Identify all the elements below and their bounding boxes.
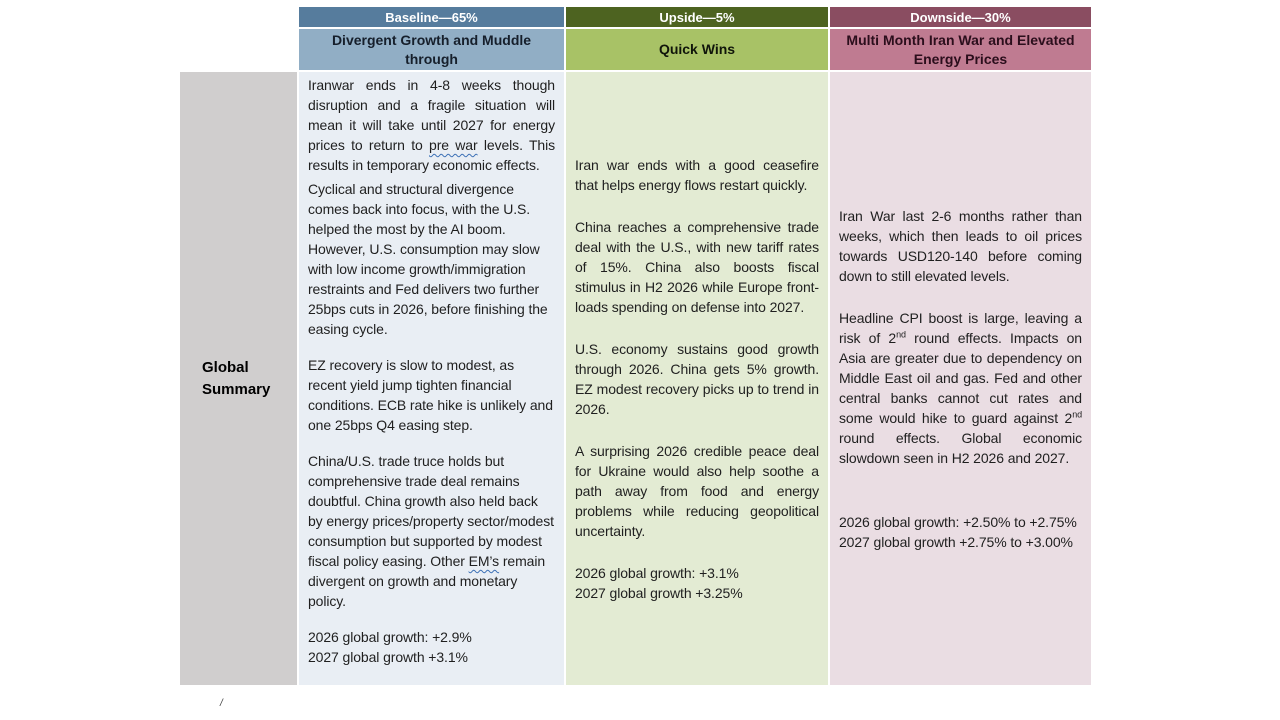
body-paragraph <box>308 451 555 611</box>
paragraph-text: 2026 global growth: +2.50% to +2.75% <box>839 513 1077 530</box>
body-paragraph <box>308 179 555 339</box>
stray-mark: / <box>220 698 223 709</box>
paragraph-text: Cyclical and structural divergence comes back into focus, with the U.S. helped the most by the AI boom. However, U.S. consumption may slow with low income growth/immigration restraints and Fed delivers two further 25bps cuts in 2026, before finishing the easing cycle. <box>308 181 548 337</box>
column-subheader-baseline: Divergent Growth and Muddle through <box>299 29 564 70</box>
superscript-text: nd <box>896 328 906 339</box>
body-paragraph <box>308 355 555 435</box>
paragraph-text: remain divergent on growth and monetary policy. <box>308 553 546 609</box>
paragraph-text: 2026 global growth: +3.1% <box>575 564 739 581</box>
body-paragraph <box>839 512 1082 532</box>
paragraph-text: Headline CPI boost is large, leaving a risk of 2 <box>839 309 1082 346</box>
paragraph-text: A surprising 2026 credible peace deal for Ukraine would also help soothe a path away from food and energy problems while reducing geopolitical uncertainty. <box>575 442 819 539</box>
body-cell-downside <box>830 72 1091 685</box>
body-paragraph <box>575 583 819 603</box>
body-cell-upside <box>566 72 828 685</box>
body-paragraph <box>575 441 819 541</box>
body-paragraph <box>839 532 1082 552</box>
paragraph-text: 2026 global growth: +2.9% <box>308 629 472 645</box>
body-paragraph <box>575 339 819 419</box>
paragraph-text: 2027 global growth +3.1% <box>308 649 468 665</box>
paragraph-text: 2027 global growth +3.25% <box>575 584 743 601</box>
paragraph-text: EZ recovery is slow to modest, as recent yield jump tighten financial conditions. ECB rate hike is unlikely and one 25bps Q4 easing step. <box>308 357 553 433</box>
paragraph-text: China/U.S. trade truce holds but comprehensive trade deal remains doubtful. China growth also held back by energy prices/property sector/modest consumption but supported by modest fiscal policy easing. Other <box>308 453 554 569</box>
paragraph-text: Iran War last 2-6 months rather than weeks, which then leads to oil prices towards USD120-140 before coming down to still elevated levels. <box>839 207 1082 284</box>
body-paragraph <box>575 563 819 583</box>
paragraph-text: round effects. Global economic slowdown seen in H2 2026 and 2027. <box>839 429 1082 466</box>
spellcheck-underlined-text: EM’s <box>468 553 500 569</box>
body-cell-baseline <box>299 72 564 685</box>
column-header-downside: Downside—30% <box>830 7 1091 27</box>
paragraph-text: 2027 global growth +2.75% to +3.00% <box>839 533 1073 550</box>
row-label-text: Global Summary <box>202 358 271 398</box>
paragraph-text: levels. This results in temporary economic effects. <box>308 137 555 173</box>
paragraph-text: Iranwar ends in 4-8 weeks though disruption and a fragile situation will mean it will take until 2027 for energy prices to return to <box>308 77 555 153</box>
paragraph-text: Iran war ends with a good ceasefire that helps energy flows restart quickly. <box>575 156 819 193</box>
body-paragraph <box>575 217 819 317</box>
paragraph-text: China reaches a comprehensive trade deal with the U.S., with new tariff rates of 15%. China also boosts fiscal stimulus in H2 2026 while Europe front-loads spending on defense into 2027. <box>575 218 819 315</box>
body-paragraph <box>308 627 555 647</box>
spellcheck-underlined-text: pre war <box>429 137 478 153</box>
column-subheader-upside: Quick Wins <box>566 29 828 70</box>
body-paragraph <box>839 308 1082 468</box>
body-paragraph <box>575 155 819 195</box>
body-paragraph <box>308 647 555 667</box>
column-subheader-downside: Multi Month Iran War and Elevated Energy Prices <box>830 29 1091 70</box>
paragraph-text: round effects. Impacts on Asia are greater due to dependency on Middle East oil and gas. Fed and other central banks cannot cut rates and some would hike to guard against 2 <box>839 329 1082 426</box>
column-header-upside: Upside—5% <box>566 7 828 27</box>
paragraph-text: U.S. economy sustains good growth through 2026. China gets 5% growth. EZ modest recovery picks up to trend in 2026. <box>575 340 819 417</box>
scenario-comparison-table <box>180 7 1091 685</box>
body-paragraph <box>839 206 1082 286</box>
superscript-text: nd <box>1072 408 1082 419</box>
body-paragraph <box>308 75 555 175</box>
row-label-cell <box>180 72 297 685</box>
column-header-baseline: Baseline—65% <box>299 7 564 27</box>
